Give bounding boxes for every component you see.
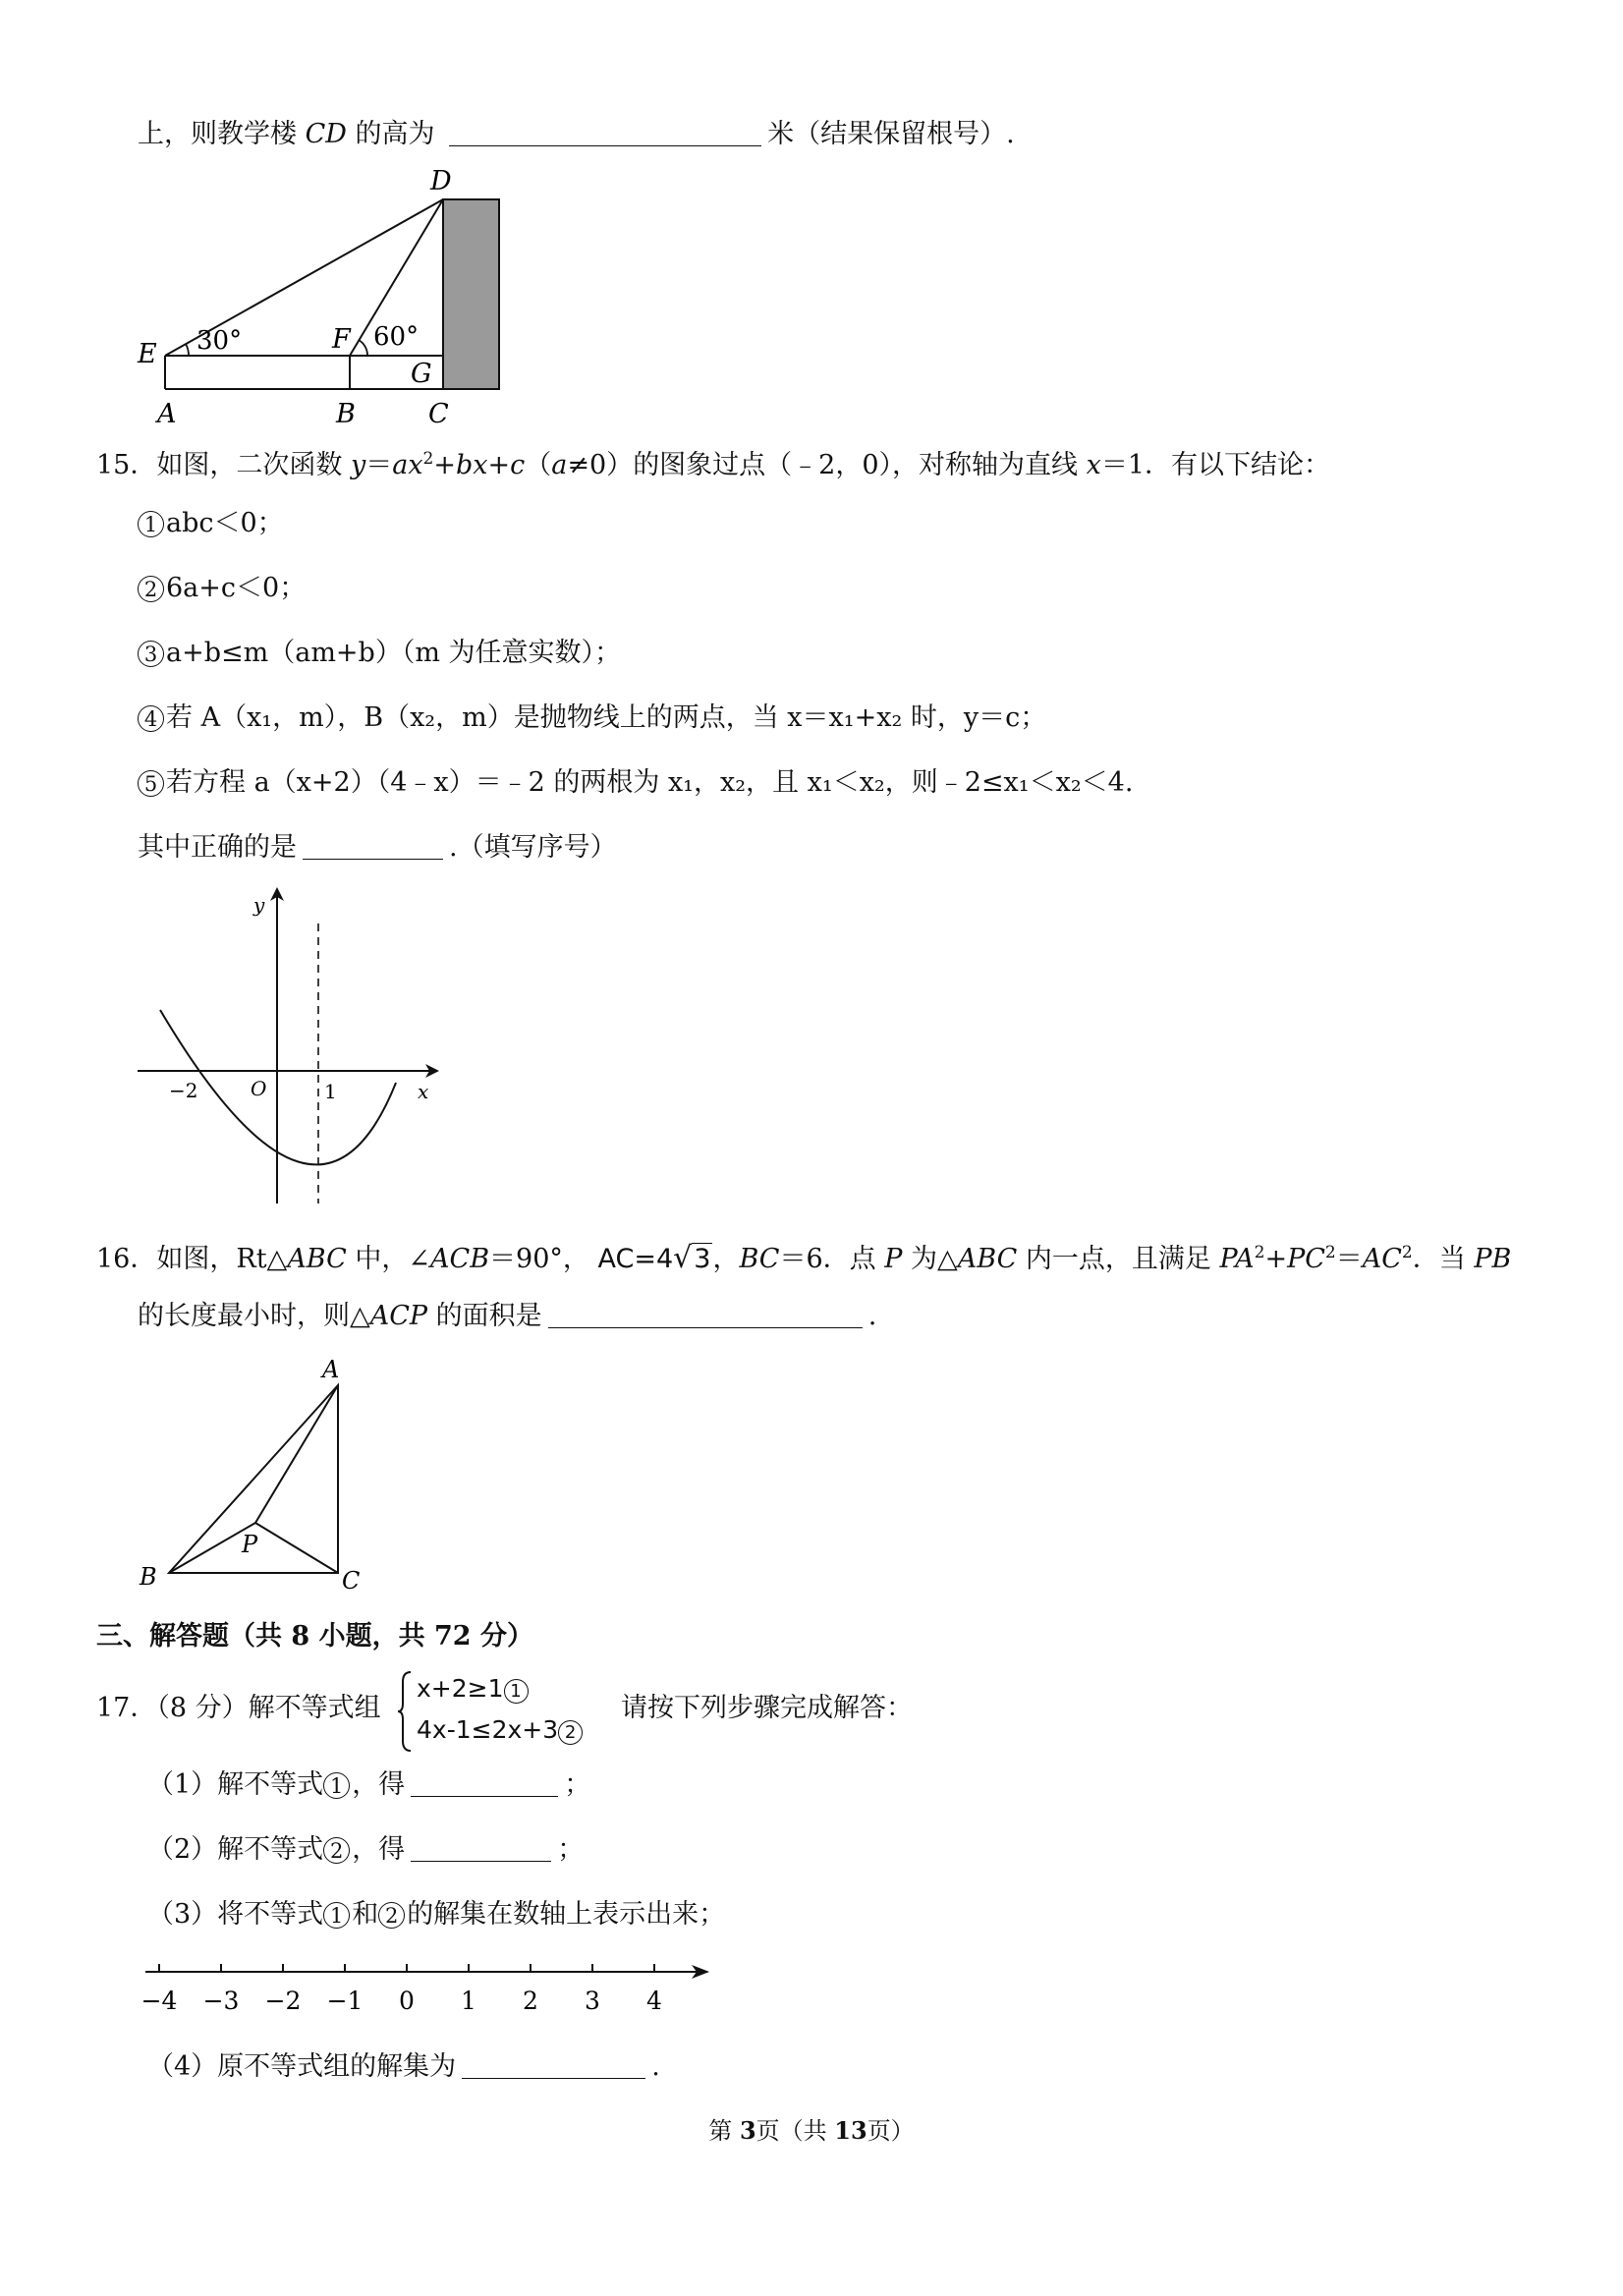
answer-blank-q14[interactable] bbox=[449, 120, 761, 146]
q14-continuation: 上，则教学楼 CD 的高为 米（结果保留根号）. bbox=[138, 119, 1015, 149]
angle-30: 30° bbox=[196, 326, 243, 356]
answer-blank-q15[interactable] bbox=[303, 833, 443, 860]
tick-label: 4 bbox=[646, 1987, 662, 2015]
label-A: A bbox=[322, 1356, 340, 1383]
label-G: G bbox=[411, 359, 432, 389]
circled-number: 1 bbox=[138, 511, 164, 537]
q15-item-3: 3 a+b≤m（am+b）（m 为任意实数）； bbox=[138, 637, 621, 670]
figure-q14-building bbox=[128, 162, 521, 437]
tick-label: 1 bbox=[461, 1987, 476, 2015]
q15-item-1: 1 abc＜0； bbox=[138, 507, 284, 540]
page-footer: 第 3页（共 13页） bbox=[708, 2116, 915, 2145]
q15-item-4: 4 若 A（x₁，m），B（x₂，m）是抛物线上的两点，当 x＝x₁+x₂ 时，y＝c； bbox=[138, 701, 1046, 735]
label-F: F bbox=[332, 324, 351, 355]
label-E: E bbox=[138, 339, 157, 369]
q16-stem-line1: 16．如图，Rt△ABC 中，∠ACB＝90°， AC=4√3，BC＝6．点 P 为△ABC 内一点，且满足 $PA^2+PC^2=AC^2$．当 PB bbox=[96, 1241, 1512, 1275]
tick-label: −1 bbox=[326, 1987, 364, 2015]
answer-blank-q17-4[interactable] bbox=[462, 2052, 645, 2079]
q17-stem: 17．（8 分）解不等式组 bbox=[96, 1693, 381, 1723]
q17-stem-tail: 请按下列步骤完成解答： bbox=[621, 1693, 913, 1723]
q15-answer-line: 其中正确的是 .（填写序号） bbox=[138, 832, 617, 863]
circled-number: 5 bbox=[138, 770, 164, 797]
label-C: C bbox=[342, 1567, 361, 1595]
y-axis-label: y bbox=[253, 893, 265, 917]
section-3-heading: 三、解答题（共 8 小题，共 72 分） bbox=[96, 1621, 533, 1652]
inequality-1: x+2≥1 1 bbox=[417, 1670, 531, 1708]
circled-number: 4 bbox=[138, 705, 164, 732]
q15-item-2: 2 6a+c＜0； bbox=[138, 572, 306, 605]
label-C: C bbox=[428, 399, 449, 429]
circled-number: 2 bbox=[138, 576, 164, 602]
answer-blank-q16[interactable] bbox=[548, 1302, 863, 1328]
tick-label: 0 bbox=[399, 1987, 415, 2015]
tick-label: 3 bbox=[585, 1987, 600, 2015]
label-B: B bbox=[336, 399, 356, 429]
tick-label: −2 bbox=[264, 1987, 302, 2015]
q16-stem-line2: 的长度最小时，则△ACP 的面积是 . bbox=[138, 1301, 877, 1331]
q17-step-1: （1）解不等式 1 ，得 ； bbox=[147, 1769, 591, 1800]
answer-blank-q17-1[interactable] bbox=[411, 1770, 558, 1797]
q17-step-2: （2）解不等式 2 ，得 ； bbox=[147, 1834, 585, 1865]
label-A: A bbox=[157, 399, 177, 429]
label-B: B bbox=[140, 1563, 157, 1591]
label-D: D bbox=[430, 166, 452, 196]
number-line bbox=[128, 1950, 717, 2019]
tick-label: −3 bbox=[202, 1987, 240, 2015]
inequality-2: 4x-1≤2x+3 2 bbox=[417, 1711, 585, 1749]
q15-stem: 15．如图，二次函数 $y=ax^2+bx+c(a\ne 0)$的图象过点（﹣2，0），对称轴为直线 x＝1．有以下结论： bbox=[96, 449, 1331, 480]
inequality-system bbox=[397, 1670, 623, 1753]
q17-step-3: （3）将不等式 1 和 2 的解集在数轴上表示出来； bbox=[147, 1899, 726, 1930]
figure-q15-parabola bbox=[128, 879, 452, 1213]
circled-number: 3 bbox=[138, 641, 164, 667]
figure-q16-triangle bbox=[128, 1356, 383, 1601]
tick-1: 1 bbox=[324, 1080, 337, 1103]
x-axis-label: x bbox=[418, 1080, 429, 1103]
left-brace bbox=[397, 1670, 413, 1753]
tick-neg2: −2 bbox=[169, 1079, 198, 1102]
origin-label: O bbox=[251, 1077, 267, 1100]
q15-item-5: 5 若方程 a（x+2）（4﹣x）＝﹣2 的两根为 x₁，x₂，且 x₁＜x₂，则﹣2≤x₁＜x₂＜4. bbox=[138, 766, 1133, 800]
building bbox=[443, 199, 499, 389]
q17-step-4: （4）原不等式组的解集为 . bbox=[147, 2051, 660, 2082]
tick-label: −4 bbox=[140, 1987, 178, 2015]
answer-blank-q17-2[interactable] bbox=[411, 1835, 551, 1862]
label-P: P bbox=[242, 1531, 258, 1558]
ac-value: AC=4√3 bbox=[597, 1241, 711, 1275]
tick-label: 2 bbox=[523, 1987, 538, 2015]
angle-60: 60° bbox=[373, 322, 420, 352]
